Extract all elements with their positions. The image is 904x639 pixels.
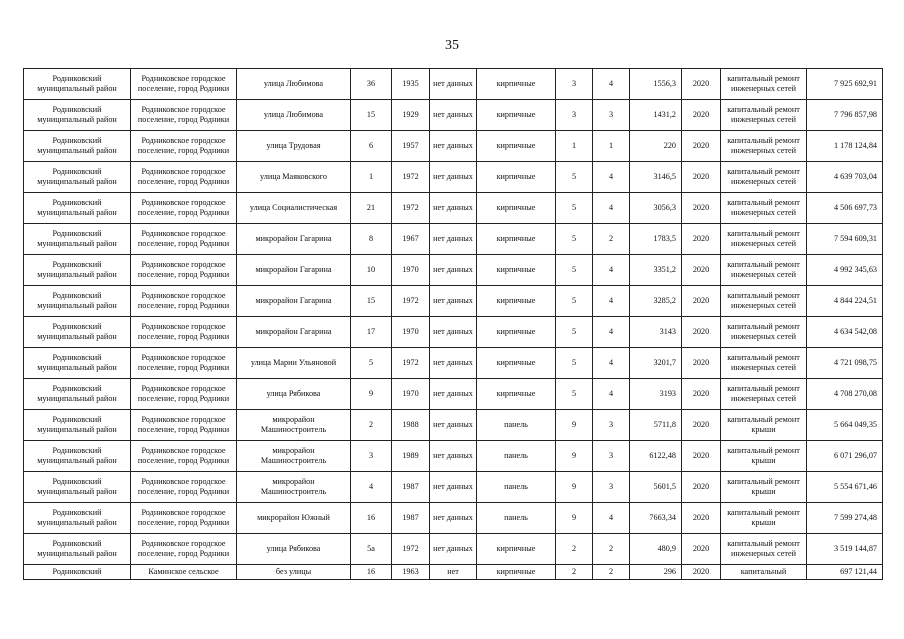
district-cell: Родниковский муниципальный район [24, 317, 131, 348]
work-type-cell: капитальный [721, 565, 807, 580]
series-cell: нет данных [430, 441, 477, 472]
plan-year-cell: 2020 [682, 193, 721, 224]
work-type-cell: капитальный ремонт инженерных сетей [721, 69, 807, 100]
entrances-cell: 2 [593, 565, 630, 580]
series-cell: нет данных [430, 69, 477, 100]
house-number-cell: 10 [351, 255, 392, 286]
area-cell: 5711,8 [630, 410, 682, 441]
street-cell: улица Маяковского [237, 162, 351, 193]
wall-material-cell: кирпичные [477, 379, 556, 410]
build-year-cell: 1972 [392, 348, 430, 379]
cost-cell: 4 634 542,08 [807, 317, 883, 348]
settlement-cell: Родниковское городское поселение, город Родники [131, 348, 237, 379]
work-type-cell: капитальный ремонт крыши [721, 472, 807, 503]
build-year-cell: 1963 [392, 565, 430, 580]
street-cell: улица Социалистическая [237, 193, 351, 224]
entrances-cell: 1 [593, 131, 630, 162]
floors-cell: 5 [556, 193, 593, 224]
series-cell: нет данных [430, 224, 477, 255]
table-row [24, 224, 883, 255]
settlement-cell: Родниковское городское поселение, город Родники [131, 224, 237, 255]
wall-material-cell: кирпичные [477, 224, 556, 255]
plan-year-cell: 2020 [682, 162, 721, 193]
cost-cell: 7 599 274,48 [807, 503, 883, 534]
floors-cell: 5 [556, 379, 593, 410]
table-row [24, 69, 883, 100]
wall-material-cell: панель [477, 410, 556, 441]
house-number-cell: 3 [351, 441, 392, 472]
house-number-cell: 21 [351, 193, 392, 224]
table-body [24, 69, 883, 580]
series-cell: нет данных [430, 162, 477, 193]
plan-year-cell: 2020 [682, 379, 721, 410]
entrances-cell: 4 [593, 348, 630, 379]
settlement-cell: Родниковское городское поселение, город Родники [131, 472, 237, 503]
area-cell: 3146,5 [630, 162, 682, 193]
cost-cell: 4 721 098,75 [807, 348, 883, 379]
work-type-cell: капитальный ремонт инженерных сетей [721, 131, 807, 162]
entrances-cell: 4 [593, 286, 630, 317]
district-cell: Родниковский муниципальный район [24, 286, 131, 317]
area-cell: 6122,48 [630, 441, 682, 472]
street-cell: микрорайон Гагарина [237, 255, 351, 286]
settlement-cell: Родниковское городское поселение, город Родники [131, 162, 237, 193]
street-cell: улица Любимова [237, 69, 351, 100]
street-cell: микрорайон Южный [237, 503, 351, 534]
settlement-cell: Родниковское городское поселение, город Родники [131, 379, 237, 410]
area-cell: 3193 [630, 379, 682, 410]
table-row [24, 348, 883, 379]
floors-cell: 2 [556, 534, 593, 565]
entrances-cell: 3 [593, 410, 630, 441]
cost-cell: 4 844 224,51 [807, 286, 883, 317]
entrances-cell: 4 [593, 69, 630, 100]
work-type-cell: капитальный ремонт инженерных сетей [721, 317, 807, 348]
cost-cell: 4 708 270,08 [807, 379, 883, 410]
work-type-cell: капитальный ремонт инженерных сетей [721, 162, 807, 193]
build-year-cell: 1972 [392, 534, 430, 565]
build-year-cell: 1970 [392, 255, 430, 286]
plan-year-cell: 2020 [682, 441, 721, 472]
wall-material-cell: кирпичные [477, 317, 556, 348]
cost-cell: 4 639 703,04 [807, 162, 883, 193]
plan-year-cell: 2020 [682, 534, 721, 565]
cost-cell: 4 506 697,73 [807, 193, 883, 224]
district-cell: Родниковский муниципальный район [24, 193, 131, 224]
build-year-cell: 1970 [392, 317, 430, 348]
settlement-cell: Родниковское городское поселение, город Родники [131, 503, 237, 534]
series-cell: нет [430, 565, 477, 580]
street-cell: микрорайон Машиностроитель [237, 472, 351, 503]
wall-material-cell: кирпичные [477, 348, 556, 379]
series-cell: нет данных [430, 472, 477, 503]
area-cell: 3143 [630, 317, 682, 348]
house-number-cell: 2 [351, 410, 392, 441]
build-year-cell: 1929 [392, 100, 430, 131]
street-cell: микрорайон Машиностроитель [237, 441, 351, 472]
area-cell: 480,9 [630, 534, 682, 565]
street-cell: без улицы [237, 565, 351, 580]
floors-cell: 3 [556, 100, 593, 131]
build-year-cell: 1957 [392, 131, 430, 162]
plan-year-cell: 2020 [682, 131, 721, 162]
house-number-cell: 5 [351, 348, 392, 379]
floors-cell: 9 [556, 472, 593, 503]
district-cell: Родниковский муниципальный район [24, 131, 131, 162]
work-type-cell: капитальный ремонт инженерных сетей [721, 255, 807, 286]
area-cell: 296 [630, 565, 682, 580]
cost-cell: 697 121,44 [807, 565, 883, 580]
work-type-cell: капитальный ремонт инженерных сетей [721, 286, 807, 317]
wall-material-cell: кирпичные [477, 255, 556, 286]
series-cell: нет данных [430, 286, 477, 317]
entrances-cell: 4 [593, 503, 630, 534]
table-row [24, 286, 883, 317]
street-cell: улица Марии Ульяновой [237, 348, 351, 379]
plan-year-cell: 2020 [682, 255, 721, 286]
street-cell: улица Трудовая [237, 131, 351, 162]
floors-cell: 5 [556, 348, 593, 379]
street-cell: улица Рябикова [237, 534, 351, 565]
house-number-cell: 1 [351, 162, 392, 193]
series-cell: нет данных [430, 410, 477, 441]
house-number-cell: 15 [351, 100, 392, 131]
housing-repair-table [23, 68, 883, 580]
build-year-cell: 1972 [392, 162, 430, 193]
cost-cell: 7 594 609,31 [807, 224, 883, 255]
settlement-cell: Родниковское городское поселение, город Родники [131, 255, 237, 286]
cost-cell: 7 796 857,98 [807, 100, 883, 131]
district-cell: Родниковский муниципальный район [24, 503, 131, 534]
floors-cell: 2 [556, 565, 593, 580]
cost-cell: 5 664 049,35 [807, 410, 883, 441]
street-cell: микрорайон Машиностроитель [237, 410, 351, 441]
build-year-cell: 1987 [392, 472, 430, 503]
plan-year-cell: 2020 [682, 224, 721, 255]
floors-cell: 5 [556, 162, 593, 193]
table-row [24, 503, 883, 534]
wall-material-cell: кирпичные [477, 286, 556, 317]
work-type-cell: капитальный ремонт инженерных сетей [721, 379, 807, 410]
work-type-cell: капитальный ремонт инженерных сетей [721, 224, 807, 255]
house-number-cell: 16 [351, 503, 392, 534]
district-cell: Родниковский муниципальный район [24, 255, 131, 286]
series-cell: нет данных [430, 193, 477, 224]
floors-cell: 5 [556, 317, 593, 348]
table-row [24, 193, 883, 224]
floors-cell: 5 [556, 224, 593, 255]
table-row [24, 100, 883, 131]
floors-cell: 9 [556, 503, 593, 534]
build-year-cell: 1935 [392, 69, 430, 100]
table-row [24, 410, 883, 441]
series-cell: нет данных [430, 317, 477, 348]
street-cell: улица Рябикова [237, 379, 351, 410]
series-cell: нет данных [430, 100, 477, 131]
series-cell: нет данных [430, 534, 477, 565]
cost-cell: 5 554 671,46 [807, 472, 883, 503]
table-row [24, 472, 883, 503]
entrances-cell: 3 [593, 100, 630, 131]
build-year-cell: 1972 [392, 286, 430, 317]
cost-cell: 1 178 124,84 [807, 131, 883, 162]
house-number-cell: 9 [351, 379, 392, 410]
street-cell: микрорайон Гагарина [237, 286, 351, 317]
house-number-cell: 36 [351, 69, 392, 100]
work-type-cell: капитальный ремонт инженерных сетей [721, 348, 807, 379]
build-year-cell: 1972 [392, 193, 430, 224]
district-cell: Родниковский муниципальный район [24, 348, 131, 379]
area-cell: 3056,3 [630, 193, 682, 224]
table-row [24, 317, 883, 348]
district-cell: Родниковский муниципальный район [24, 100, 131, 131]
plan-year-cell: 2020 [682, 286, 721, 317]
work-type-cell: капитальный ремонт крыши [721, 410, 807, 441]
entrances-cell: 4 [593, 193, 630, 224]
table-row [24, 565, 883, 580]
entrances-cell: 3 [593, 472, 630, 503]
plan-year-cell: 2020 [682, 472, 721, 503]
build-year-cell: 1989 [392, 441, 430, 472]
settlement-cell: Родниковское городское поселение, город Родники [131, 131, 237, 162]
settlement-cell: Родниковское городское поселение, город Родники [131, 410, 237, 441]
work-type-cell: капитальный ремонт крыши [721, 503, 807, 534]
plan-year-cell: 2020 [682, 348, 721, 379]
house-number-cell: 6 [351, 131, 392, 162]
entrances-cell: 2 [593, 534, 630, 565]
series-cell: нет данных [430, 379, 477, 410]
street-cell: микрорайон Гагарина [237, 317, 351, 348]
plan-year-cell: 2020 [682, 100, 721, 131]
house-number-cell: 17 [351, 317, 392, 348]
wall-material-cell: кирпичные [477, 100, 556, 131]
district-cell: Родниковский муниципальный район [24, 69, 131, 100]
table-row [24, 441, 883, 472]
district-cell: Родниковский муниципальный район [24, 410, 131, 441]
area-cell: 7663,34 [630, 503, 682, 534]
house-number-cell: 5а [351, 534, 392, 565]
house-number-cell: 8 [351, 224, 392, 255]
settlement-cell: Родниковское городское поселение, город Родники [131, 317, 237, 348]
settlement-cell: Родниковское городское поселение, город Родники [131, 534, 237, 565]
plan-year-cell: 2020 [682, 69, 721, 100]
table-row [24, 379, 883, 410]
settlement-cell: Родниковское городское поселение, город Родники [131, 193, 237, 224]
entrances-cell: 3 [593, 441, 630, 472]
plan-year-cell: 2020 [682, 503, 721, 534]
entrances-cell: 4 [593, 379, 630, 410]
series-cell: нет данных [430, 503, 477, 534]
build-year-cell: 1967 [392, 224, 430, 255]
area-cell: 1556,3 [630, 69, 682, 100]
entrances-cell: 4 [593, 162, 630, 193]
house-number-cell: 15 [351, 286, 392, 317]
house-number-cell: 4 [351, 472, 392, 503]
settlement-cell: Родниковское городское поселение, город Родники [131, 441, 237, 472]
plan-year-cell: 2020 [682, 317, 721, 348]
cost-cell: 7 925 692,91 [807, 69, 883, 100]
settlement-cell: Каминское сельское [131, 565, 237, 580]
work-type-cell: капитальный ремонт инженерных сетей [721, 100, 807, 131]
table-row [24, 162, 883, 193]
wall-material-cell: кирпичные [477, 193, 556, 224]
work-type-cell: капитальный ремонт инженерных сетей [721, 193, 807, 224]
district-cell: Родниковский муниципальный район [24, 379, 131, 410]
area-cell: 3351,2 [630, 255, 682, 286]
build-year-cell: 1987 [392, 503, 430, 534]
entrances-cell: 4 [593, 317, 630, 348]
plan-year-cell: 2020 [682, 410, 721, 441]
build-year-cell: 1988 [392, 410, 430, 441]
wall-material-cell: кирпичные [477, 131, 556, 162]
series-cell: нет данных [430, 348, 477, 379]
wall-material-cell: панель [477, 441, 556, 472]
work-type-cell: капитальный ремонт инженерных сетей [721, 534, 807, 565]
settlement-cell: Родниковское городское поселение, город Родники [131, 69, 237, 100]
build-year-cell: 1970 [392, 379, 430, 410]
settlement-cell: Родниковское городское поселение, город Родники [131, 100, 237, 131]
district-cell: Родниковский муниципальный район [24, 224, 131, 255]
floors-cell: 3 [556, 69, 593, 100]
wall-material-cell: панель [477, 472, 556, 503]
table-row [24, 131, 883, 162]
series-cell: нет данных [430, 131, 477, 162]
table-row [24, 534, 883, 565]
area-cell: 220 [630, 131, 682, 162]
plan-year-cell: 2020 [682, 565, 721, 580]
work-type-cell: капитальный ремонт крыши [721, 441, 807, 472]
cost-cell: 4 992 345,63 [807, 255, 883, 286]
floors-cell: 9 [556, 441, 593, 472]
floors-cell: 5 [556, 286, 593, 317]
floors-cell: 5 [556, 255, 593, 286]
district-cell: Родниковский муниципальный район [24, 441, 131, 472]
wall-material-cell: кирпичные [477, 534, 556, 565]
house-number-cell: 16 [351, 565, 392, 580]
street-cell: улица Любимова [237, 100, 351, 131]
wall-material-cell: кирпичные [477, 565, 556, 580]
entrances-cell: 4 [593, 255, 630, 286]
district-cell: Родниковский муниципальный район [24, 162, 131, 193]
district-cell: Родниковский муниципальный район [24, 472, 131, 503]
settlement-cell: Родниковское городское поселение, город Родники [131, 286, 237, 317]
cost-cell: 6 071 296,07 [807, 441, 883, 472]
page-number: 35 [445, 38, 459, 53]
floors-cell: 1 [556, 131, 593, 162]
street-cell: микрорайон Гагарина [237, 224, 351, 255]
area-cell: 3201,7 [630, 348, 682, 379]
district-cell: Родниковский муниципальный район [24, 534, 131, 565]
wall-material-cell: панель [477, 503, 556, 534]
wall-material-cell: кирпичные [477, 162, 556, 193]
series-cell: нет данных [430, 255, 477, 286]
area-cell: 3285,2 [630, 286, 682, 317]
wall-material-cell: кирпичные [477, 69, 556, 100]
floors-cell: 9 [556, 410, 593, 441]
area-cell: 5601,5 [630, 472, 682, 503]
table-row [24, 255, 883, 286]
cost-cell: 3 519 144,87 [807, 534, 883, 565]
area-cell: 1431,2 [630, 100, 682, 131]
area-cell: 1783,5 [630, 224, 682, 255]
entrances-cell: 2 [593, 224, 630, 255]
district-cell: Родниковский [24, 565, 131, 580]
